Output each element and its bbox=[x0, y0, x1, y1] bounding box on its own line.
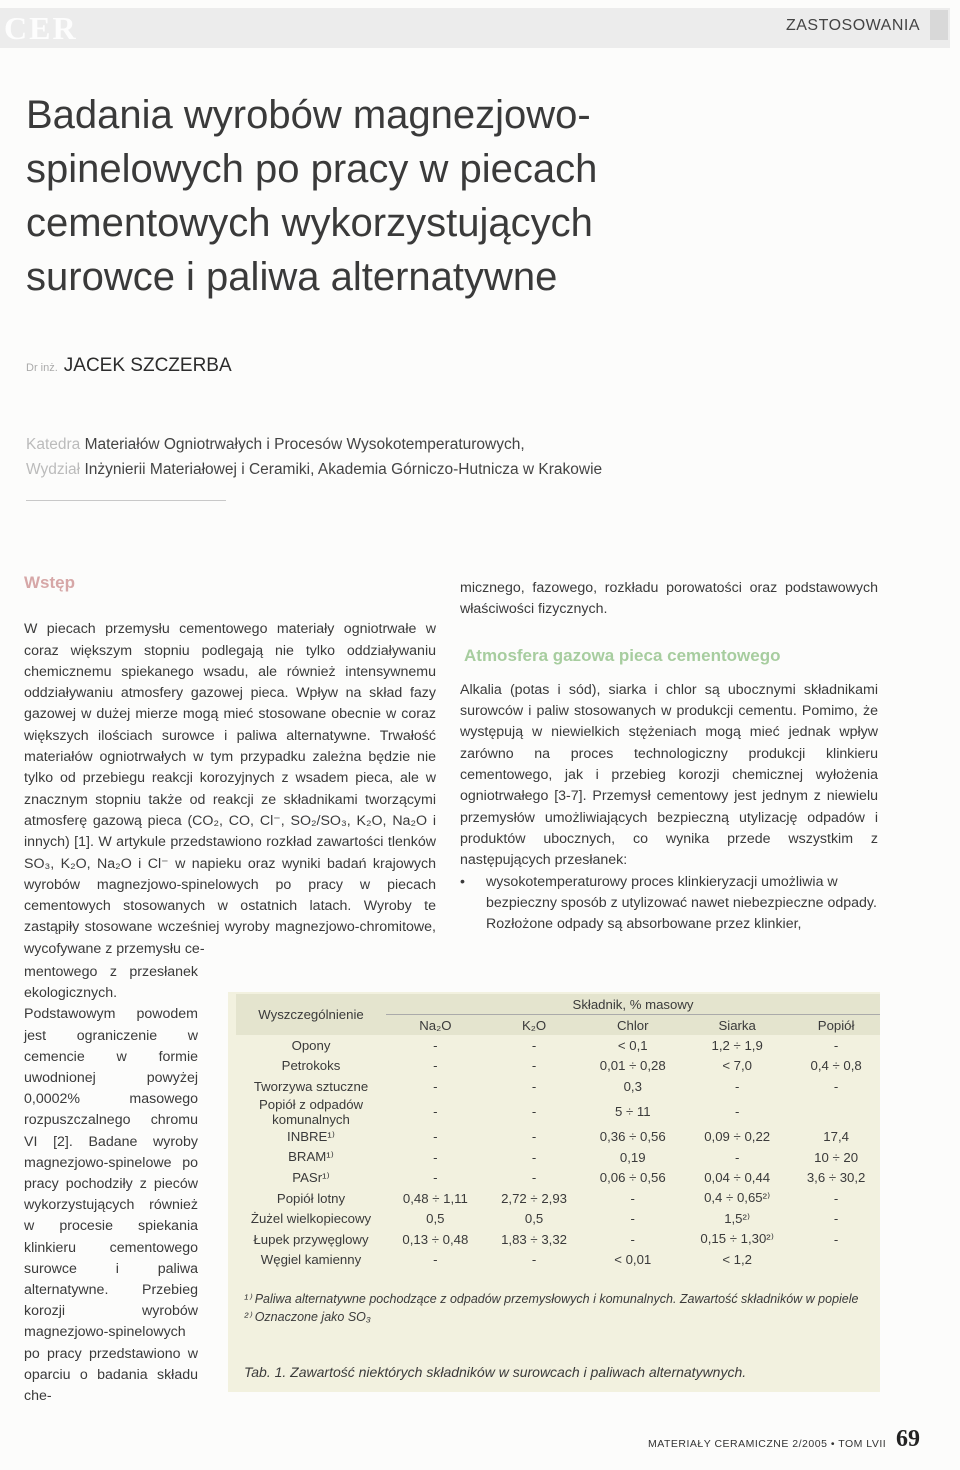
affil-line: Materiałów Ogniotrwałych i Procesów Wysokotemperaturowych, bbox=[84, 436, 525, 453]
table-cell: 1,2 ÷ 1,9 bbox=[711, 1037, 763, 1053]
table-row bbox=[236, 1168, 880, 1189]
table-cell: 0,4 ÷ 0,8 bbox=[810, 1058, 862, 1074]
table-cell: - bbox=[630, 1211, 635, 1227]
footnote: ¹⁾ Paliwa alternatywne pochodzące z odpadów przemysłowych i komunalnych. Zawartość składników w popiele bbox=[244, 1292, 859, 1306]
table-group-header: Składnik, % masowy bbox=[386, 994, 880, 1015]
table-cell: - bbox=[531, 1104, 537, 1119]
table-cell: 0,15 ÷ 1,30²⁾ bbox=[700, 1231, 774, 1247]
table-cell: 10 ÷ 20 bbox=[814, 1149, 859, 1165]
table-cell: 17,4 bbox=[823, 1129, 849, 1145]
table-cell: 0,06 ÷ 0,56 bbox=[599, 1170, 666, 1186]
table-cell: - bbox=[833, 1211, 839, 1227]
table-cell: - bbox=[531, 1252, 537, 1268]
row-label: INBRE¹⁾ bbox=[287, 1128, 335, 1144]
table-cell: < 1,2 bbox=[722, 1252, 753, 1268]
table-cell: - bbox=[630, 1231, 635, 1247]
table-cell: - bbox=[433, 1037, 438, 1053]
affil-prefix: Wydział bbox=[26, 461, 81, 478]
table-cell: - bbox=[833, 1037, 839, 1053]
row-label: Łupek przywęglowy bbox=[253, 1231, 369, 1247]
section-marker bbox=[930, 10, 948, 40]
table-cell: 0,4 ÷ 0,65²⁾ bbox=[704, 1190, 771, 1206]
table-row bbox=[236, 1229, 880, 1250]
table-cell: 2,72 ÷ 2,93 bbox=[501, 1190, 567, 1206]
table-cell bbox=[792, 1097, 880, 1127]
table-cell: - bbox=[833, 1231, 839, 1247]
table-row bbox=[236, 1097, 880, 1127]
table-cell: - bbox=[433, 1058, 438, 1074]
table-cell bbox=[792, 1250, 880, 1271]
author bbox=[26, 355, 232, 377]
table-cell: - bbox=[433, 1129, 438, 1145]
row-label: Opony bbox=[291, 1037, 331, 1053]
table-cell: - bbox=[833, 1078, 839, 1094]
table-row bbox=[236, 1035, 880, 1056]
author-name: JACEK SZCZERBA bbox=[63, 355, 232, 376]
body-paragraph: Alkalia (potas i sód), siarka i chlor są ubocznymi składnikami surowców i paliw stosowanych w produkcji cementu. Pomimo, że występują w niewielkich stężeniach mogą mieć jednak wpływ zarówno na proces technologiczny produkcji klinkieru cementowego, jak i przebieg korozji chemicznej wyłożenia ogniotrwałego [3-7]. Przemysł cementowy jest jednym z niewielu przemysłów umożliwiających bezpieczną utylizację odpadów i produktów ubocznych, co wynika przede wszystkim z następujących przesłanek: bbox=[460, 681, 878, 869]
table-header: Wyszczególnienie bbox=[236, 994, 386, 1035]
table-row bbox=[236, 1250, 880, 1271]
table-cell: 0,09 ÷ 0,22 bbox=[704, 1129, 771, 1145]
table-row bbox=[236, 1056, 880, 1077]
row-label: Petrokoks bbox=[281, 1058, 341, 1074]
row-label: BRAM¹⁾ bbox=[288, 1149, 334, 1165]
title-line: cementowych wykorzystujących bbox=[26, 201, 593, 245]
left-column bbox=[24, 572, 436, 960]
table-cell: 0,48 ÷ 1,11 bbox=[402, 1190, 468, 1206]
table-cell: 0,01 ÷ 0,28 bbox=[599, 1058, 666, 1074]
journal-footer: MATERIAŁY CERAMICZNE 2/2005 • TOM LVII bbox=[648, 1438, 887, 1450]
bullet-icon: • bbox=[460, 873, 465, 890]
table-cell: < 0,1 bbox=[617, 1037, 648, 1053]
title-line: surowce i paliwa alternatywne bbox=[26, 255, 558, 299]
bullet-text: wysokotemperaturowy proces klinkieryzacji umożliwia w bezpieczny sposób z utylizować nawet niebezpieczne odpady. Rozłożone odpady są absorbowane przez klinkier, bbox=[486, 873, 877, 933]
table-row bbox=[236, 1127, 880, 1148]
row-label: Popiół lotny bbox=[276, 1190, 346, 1206]
table-cell: < 7,0 bbox=[722, 1058, 753, 1074]
table-body bbox=[236, 1035, 880, 1270]
table-cell: 0,36 ÷ 0,56 bbox=[599, 1129, 666, 1145]
table-row bbox=[236, 1076, 880, 1097]
row-label: Tworzywa sztuczne bbox=[253, 1078, 369, 1094]
table-cell: 0,5 bbox=[426, 1211, 445, 1227]
table-cell: - bbox=[531, 1037, 537, 1053]
author-prefix: Dr inż. bbox=[26, 362, 58, 374]
table-cell: - bbox=[433, 1104, 438, 1119]
journal-logo: CER bbox=[4, 10, 78, 46]
affil-line: Inżynierii Materiałowej i Ceramiki, Akademia Górniczo-Hutnicza w Krakowie bbox=[84, 461, 603, 478]
table-cell: 5 ÷ 11 bbox=[614, 1104, 651, 1119]
table-cell: - bbox=[531, 1129, 537, 1145]
table-cell: - bbox=[433, 1170, 438, 1186]
footnote: ²⁾ Oznaczone jako SO₃ bbox=[244, 1310, 371, 1324]
table-caption: Tab. 1. Zawartość niektórych składników w surowcach i paliwach alternatywnych. bbox=[244, 1364, 747, 1380]
row-label: PASr¹⁾ bbox=[292, 1169, 330, 1185]
row-label: Węgiel kamienny bbox=[260, 1252, 362, 1268]
table-cell: - bbox=[531, 1170, 537, 1186]
table-cell: 0,3 bbox=[623, 1078, 642, 1094]
table-header: Chlor bbox=[617, 1017, 649, 1033]
row-label: Żużel wielkopiecowy bbox=[250, 1211, 372, 1227]
table-cell: < 0,01 bbox=[614, 1252, 652, 1268]
table-cell: - bbox=[734, 1149, 740, 1165]
section-heading: Atmosfera gazowa pieca cementowego bbox=[464, 645, 781, 665]
article-title bbox=[26, 88, 786, 304]
table-cell: 0,5 bbox=[524, 1211, 544, 1227]
table-row bbox=[236, 1188, 880, 1209]
table-cell: - bbox=[630, 1190, 635, 1206]
table-footnotes bbox=[244, 1290, 872, 1326]
table-cell: 3,6 ÷ 30,2 bbox=[806, 1170, 866, 1186]
narrow-column-text: mentowego z przesłanek ekologicznych. Podstawowym powodem jest ograniczenie w cemencie w formie uwodnionej powyżej 0,0002% masowego rozpuszczalnego chromu VI [2]. Badane wyroby magnezjowo-spinelowe po pracy pochodziły z pieców wykorzystujących również w procesie spiekania klinkieru cementowego surowce i paliwa alternatywne. Przebieg korozji wyrobów magnezjowo-spinelowych po pracy przedstawiono w oparciu o badania składu che- bbox=[24, 964, 198, 1405]
table-cell: - bbox=[433, 1252, 438, 1268]
title-line: spinelowych po pracy w piecach bbox=[26, 147, 598, 191]
table-row bbox=[236, 1147, 880, 1168]
table-cell: 0,19 bbox=[619, 1149, 646, 1165]
table-header: K₂O bbox=[521, 1017, 547, 1033]
table-cell: 1,83 ÷ 3,32 bbox=[501, 1231, 567, 1247]
table-cell: - bbox=[531, 1149, 537, 1165]
right-column bbox=[460, 578, 878, 935]
table-cell: - bbox=[833, 1190, 839, 1206]
table-row bbox=[236, 1209, 880, 1230]
bullet-item bbox=[460, 872, 878, 936]
table-cell: - bbox=[433, 1078, 438, 1094]
table-cell: - bbox=[734, 1078, 740, 1094]
section-label: ZASTOSOWANIA bbox=[785, 17, 920, 34]
divider bbox=[26, 500, 226, 501]
affil-prefix: Katedra bbox=[26, 436, 81, 453]
table-cell: - bbox=[433, 1149, 438, 1165]
row-label: Popiół z odpadów komunalnych bbox=[258, 1096, 364, 1127]
table-cell: - bbox=[531, 1078, 537, 1094]
body-paragraph: W piecach przemysłu cementowego materiały ogniotrwałe w coraz większym stopniu podlegają nie tylko oddziaływaniu chemicznemu spiekanego wsadu, ale również intensywnemu oddziaływaniu atmosfery gazowej pieca. Wpływ na skład fazy gazowej w dużej mierze mogą mieć stosowane obecnie w coraz większych ilościach surowce i paliwa alternatywne. Trwałość materiałów ogniotrwałych w tym przypadku zależna będzie nie tylko od przebiegu reakcji korozyjnych z wsadem pieca, ale w znacznym stopniu także od reakcji ze składnikami tworzącymi atmosferę gazową pieca (CO₂, CO, Cl⁻, SO₂/SO₃, K₂O, Na₂O i innych) [1]. W artykule przedstawiono rozkład zawartości tlenków SO₃, K₂O, Na₂O i Cl⁻ w napieku oraz wyniki badań krajowych wyrobów magnezjowo-spinelowych po pracy w piecach cementowych stosowanych w ostatnich latach. Wyroby te zastąpiły stosowane wcześniej wyroby magnezjowo-chromitowe, wycofywane z przemysłu ce- bbox=[24, 621, 436, 957]
title-line: Badania wyrobów magnezjowo- bbox=[26, 93, 591, 137]
table-cell: - bbox=[531, 1058, 537, 1074]
section-heading: Wstęp bbox=[24, 573, 75, 592]
table-cell: 0,13 ÷ 0,48 bbox=[402, 1231, 469, 1247]
table-cell: - bbox=[734, 1104, 740, 1119]
body-paragraph: micznego, fazowego, rozkładu porowatości oraz podstawowych właściwości fizycznych. bbox=[460, 580, 878, 618]
table-cell: 0,04 ÷ 0,44 bbox=[704, 1170, 771, 1186]
table-header: Na₂O bbox=[419, 1017, 452, 1033]
table-header: Popiół bbox=[817, 1017, 855, 1033]
table-header: Siarka bbox=[718, 1017, 756, 1033]
affiliation bbox=[26, 432, 602, 482]
page-number: 69 bbox=[896, 1426, 920, 1452]
data-table bbox=[236, 994, 880, 1270]
table-cell: 1,5²⁾ bbox=[724, 1210, 751, 1226]
